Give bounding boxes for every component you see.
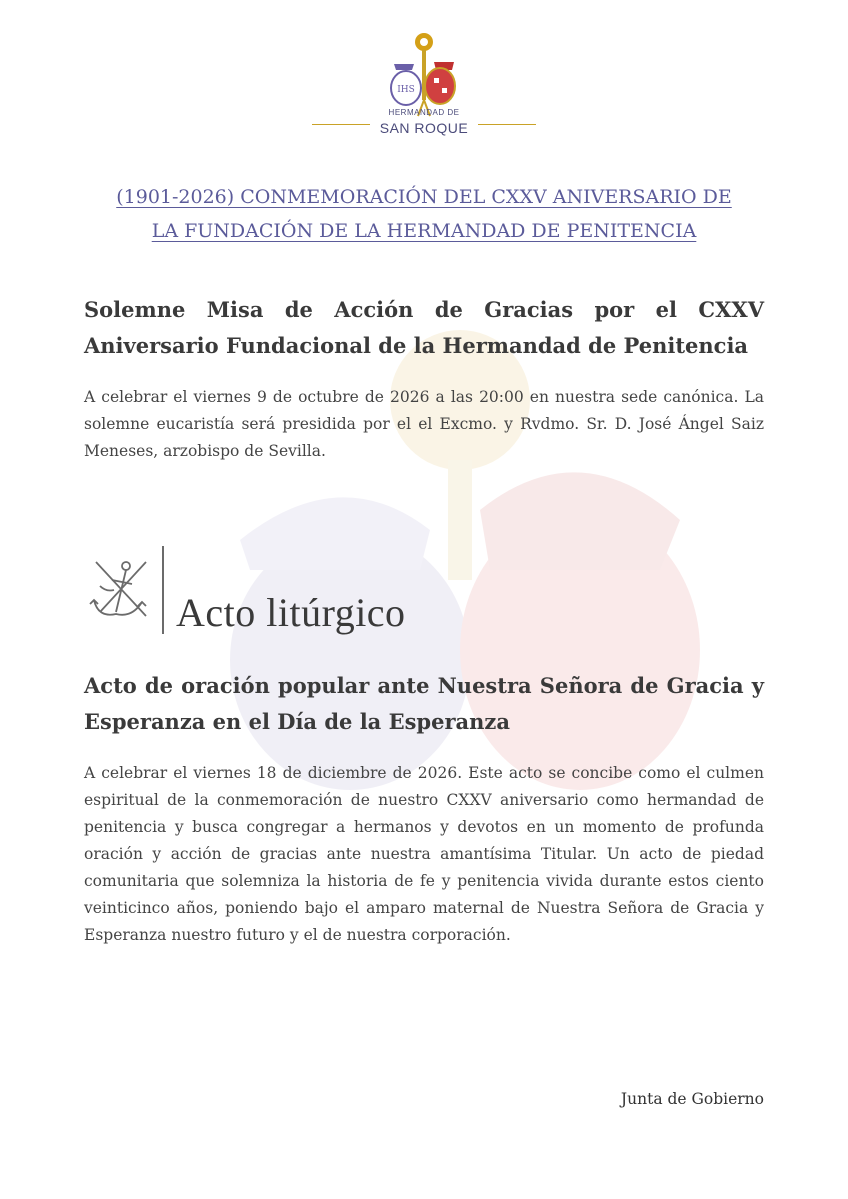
anchor-icon	[86, 556, 154, 626]
section-2-body: A celebrar el viernes 18 de diciembre de 2026. Este acto se concibe como el culmen espiritual de la conmemoración de nuestro CXXV aniversario como hermandad de penitencia y busca congregar a hermanos y devotos en un momento de profunda oración y acción de gracias ante nuestra amantísima Titular. Un acto de piedad comunitaria que solemniza la historia de fe y penitencia vivida durante estos ciento veinticinco años, poniendo bajo el amparo maternal de Nuestra Señora de Gracia y Esperanza nuestro futuro y el de nuestra corporación.	[84, 764, 764, 944]
brand-divider-right	[478, 124, 536, 125]
main-title	[40, 180, 808, 248]
watermark-coat-of-arms-icon	[180, 280, 740, 840]
acto-title-divider	[162, 546, 164, 634]
brand-name: SAN ROQUE	[379, 120, 469, 136]
main-title-line-2: LA FUNDACIÓN DE LA HERMANDAD DE PENITENCIA	[151, 220, 697, 242]
section-2-heading: Acto de oración popular ante Nuestra Señora de Gracia y Esperanza en el Día de la Esperanza	[84, 673, 764, 734]
coat-of-arms-icon	[384, 30, 464, 120]
svg-text:IHS: IHS	[397, 85, 415, 95]
acto-liturgico-title: Acto litúrgico	[176, 590, 406, 635]
section-1-heading: Solemne Misa de Acción de Gracias por el CXXV Aniversario Fundacional de la Hermandad de Penitencia	[84, 297, 764, 358]
section-1-body: A celebrar el viernes 9 de octubre de 2026 a las 20:00 en nuestra sede canónica. La solemne eucaristía será presidida por el el Excmo. y Rvdmo. Sr. D. José Ángel Saiz Meneses, arzobispo de Sevilla.	[84, 388, 764, 460]
brand-label-small: HERMANDAD DE	[388, 108, 460, 117]
signature: Junta de Gobierno	[620, 1090, 764, 1108]
main-title-line-1: (1901-2026) CONMEMORACIÓN DEL CXXV ANIVERSARIO DE	[116, 186, 732, 208]
